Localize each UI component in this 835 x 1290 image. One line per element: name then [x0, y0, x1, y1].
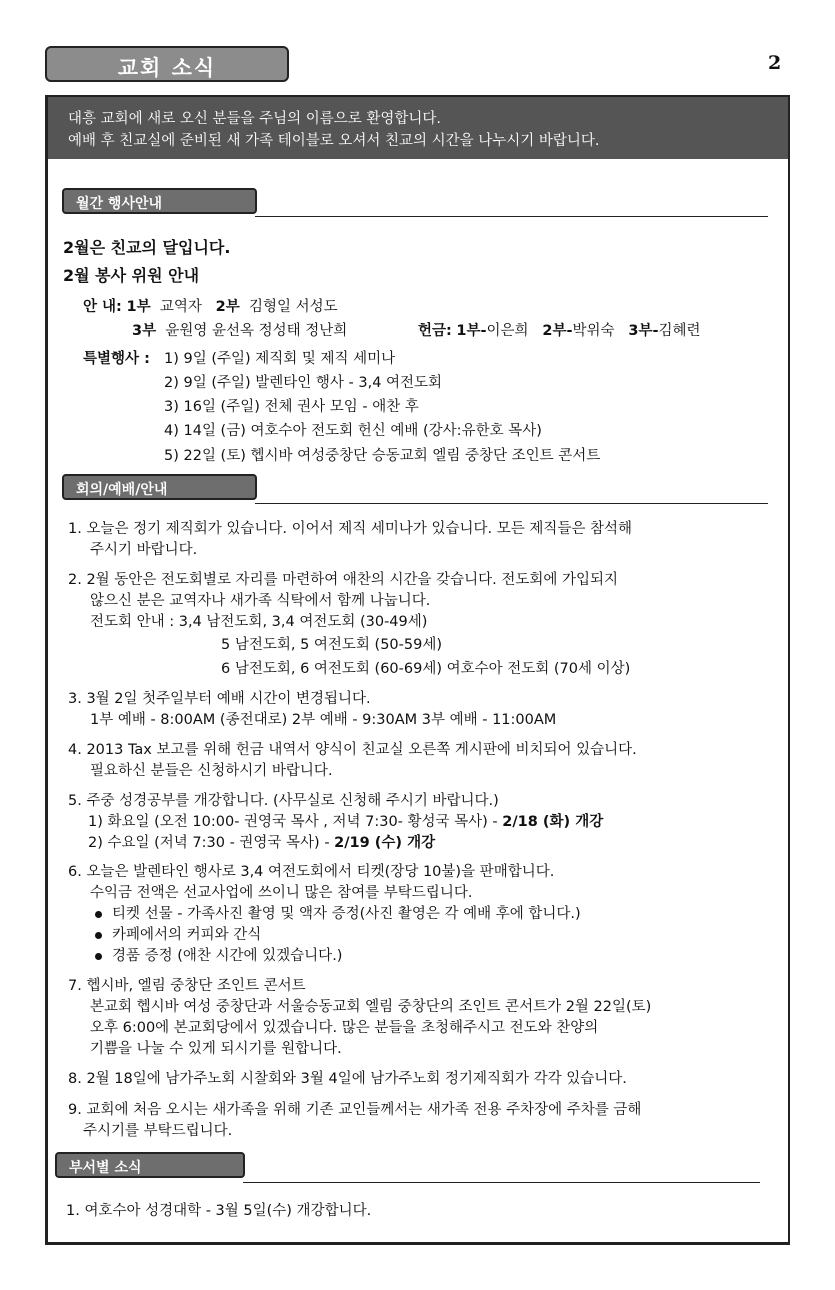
- section-tab-monthly: [62, 188, 257, 214]
- usher-row-1: [83, 297, 338, 317]
- usher-label: 안 내:: [83, 299, 122, 315]
- special-event-item: 1) 9일 (주일) 제직회 및 제직 세미나: [164, 351, 396, 367]
- offering-1-name: 이은희: [486, 323, 529, 339]
- page-title: 교회 소식: [117, 56, 217, 80]
- usher-row-2: [132, 321, 347, 341]
- section-tab-department: [55, 1152, 245, 1178]
- section-tab-department-label: 부서별 소식: [69, 1160, 142, 1176]
- usher-2-label: 2부: [215, 299, 240, 315]
- special-events-label: 특별행사 :: [83, 351, 150, 367]
- notice-6-bullet-2: 카페에서의 커피와 간식: [112, 927, 262, 943]
- notice-4-line-2: 필요하신 분들은 신청하시기 바랍니다.: [90, 763, 333, 779]
- notice-5-wednesday-start: 2/19 (수) 개강: [334, 835, 436, 851]
- special-event-item: 4) 14일 (금) 여호수아 전도회 헌신 예배 (강사:유한호 목사): [164, 423, 542, 439]
- notice-6-line-1: 6. 오늘은 발렌타인 행사로 3,4 여전도회에서 티켓(장당 10불)을 판매합니다.: [68, 864, 555, 880]
- offering-label: 헌금:: [418, 323, 452, 339]
- bullet-icon: [95, 932, 102, 939]
- usher-1-label: 1부: [126, 299, 151, 315]
- offering-1-label: 1부-: [456, 323, 487, 339]
- bullet-icon: [95, 911, 102, 918]
- section-divider: [255, 503, 768, 504]
- notice-7-line-3: 오후 6:00에 본교회당에서 있겠습니다. 많은 분들을 초청해주시고 전도와 찬양의: [90, 1020, 599, 1036]
- section-tab-meeting: [62, 474, 257, 500]
- welcome-line-2: 예배 후 친교실에 준비된 새 가족 테이블로 오셔서 친교의 시간을 나누시기 바랍니다.: [68, 133, 600, 149]
- welcome-banner: [48, 97, 788, 159]
- notice-5-tuesday-start: 2/18 (화) 개강: [502, 814, 604, 830]
- notice-3-line-2: 1부 예배 - 8:00AM (종전대로) 2부 예배 - 9:30AM 3부 예배 - 11:00AM: [90, 712, 557, 728]
- special-event-item: 5) 22일 (토) 헵시바 여성중창단 승동교회 엘림 중창단 조인트 콘서트: [164, 448, 601, 464]
- notice-9-line-2: 주시기를 부탁드립니다.: [83, 1123, 233, 1139]
- notice-2-line-2: 않으신 분은 교역자나 새가족 식탁에서 함께 나눕니다.: [90, 593, 431, 609]
- notice-2-line-3: 전도회 안내 : 3,4 남전도회, 3,4 여전도회 (30-49세): [90, 614, 428, 630]
- page-number: 2: [768, 52, 782, 74]
- notice-5-line-2: [88, 812, 603, 832]
- notice-4-line-1: 4. 2013 Tax 보고를 위해 헌금 내역서 양식이 친교실 오른쪽 게시판에 비치되어 있습니다.: [68, 742, 637, 758]
- section-divider: [243, 1182, 760, 1183]
- offering-2-name: 박위숙: [572, 323, 615, 339]
- offering-2-label: 2부-: [542, 323, 573, 339]
- notice-7-line-2: 본교회 헵시바 여성 중창단과 서울승동교회 엘림 중창단의 조인트 콘서트가 2월 22일(토): [90, 999, 652, 1015]
- notice-5-line-3: [88, 833, 435, 853]
- page-title-box: [45, 46, 289, 82]
- notice-6-bullet-1: 티켓 선물 - 가족사진 촬영 및 액자 증정(사진 촬영은 각 예배 후에 합니다.): [112, 906, 581, 922]
- notice-7-line-4: 기쁨을 나눌 수 있게 되시기를 원합니다.: [90, 1041, 342, 1057]
- usher-1-names: 교역자: [159, 299, 202, 315]
- offering-3-name: 김혜련: [658, 323, 701, 339]
- offering-row: [418, 321, 701, 341]
- notice-8-line-1: 8. 2월 18일에 남가주노회 시찰회와 3월 4일에 남가주노회 정기제직회가 각각 있습니다.: [68, 1071, 627, 1087]
- notice-3-line-1: 3. 3월 2일 첫주일부터 예배 시간이 변경됩니다.: [68, 691, 371, 707]
- notice-1-line-1: 1. 오늘은 정기 제직회가 있습니다. 이어서 제직 세미나가 있습니다. 모든 제직들은 참석해: [68, 521, 632, 537]
- notice-5-line-1: 5. 주중 성경공부를 개강합니다. (사무실로 신청해 주시기 바랍니다.): [68, 793, 499, 809]
- usher-3-label: 3부: [132, 323, 157, 339]
- section-tab-meeting-label: 회의/예배/안내: [76, 482, 168, 498]
- monthly-headline-1: 2월은 친교의 달입니다.: [63, 238, 231, 257]
- notice-6-bullet-3: 경품 증정 (애찬 시간에 있겠습니다.): [112, 948, 343, 964]
- special-event-item: 2) 9일 (주일) 발렌타인 행사 - 3,4 여전도회: [164, 375, 443, 391]
- dept-item-1: 1. 여호수아 성경대학 - 3월 5일(수) 개강합니다.: [66, 1203, 372, 1219]
- monthly-headline-2: 2월 봉사 위원 안내: [63, 266, 200, 285]
- notice-7-line-1: 7. 헵시바, 엘림 중창단 조인트 콘서트: [68, 978, 306, 994]
- notice-9-line-1: 9. 교회에 처음 오시는 새가족을 위해 기존 교인들께서는 새가족 전용 주차장에 주차를 금해: [68, 1102, 642, 1118]
- notice-2-line-4: 5 남전도회, 5 여전도회 (50-59세): [221, 637, 443, 653]
- section-divider: [255, 216, 768, 217]
- offering-3-label: 3부-: [628, 323, 659, 339]
- notice-5-tuesday: 1) 화요일 (오전 10:00- 권영국 목사 , 저녁 7:30- 황성국 목사) -: [88, 814, 503, 830]
- bullet-icon: [95, 953, 102, 960]
- notice-2-line-1: 2. 2월 동안은 전도회별로 자리를 마련하여 애찬의 시간을 갖습니다. 전도회에 가입되지: [68, 572, 618, 588]
- section-tab-monthly-label: 월간 행사안내: [76, 196, 163, 212]
- notice-2-line-5: 6 남전도회, 6 여전도회 (60-69세) 여호수아 전도회 (70세 이상): [221, 661, 631, 677]
- usher-2-names: 김형일 서성도: [249, 299, 338, 315]
- notice-6-line-2: 수익금 전액은 선교사업에 쓰이니 많은 참여를 부탁드립니다.: [90, 885, 473, 901]
- usher-3-names: 윤원영 윤선옥 정성태 정난희: [165, 323, 348, 339]
- welcome-line-1: 대흥 교회에 새로 오신 분들을 주님의 이름으로 환영합니다.: [68, 111, 442, 127]
- special-event-item: 3) 16일 (주일) 전체 권사 모임 - 애찬 후: [164, 399, 419, 415]
- notice-1-line-2: 주시기 바랍니다.: [90, 542, 198, 558]
- notice-5-wednesday: 2) 수요일 (저녁 7:30 - 권영국 목사) -: [88, 835, 335, 851]
